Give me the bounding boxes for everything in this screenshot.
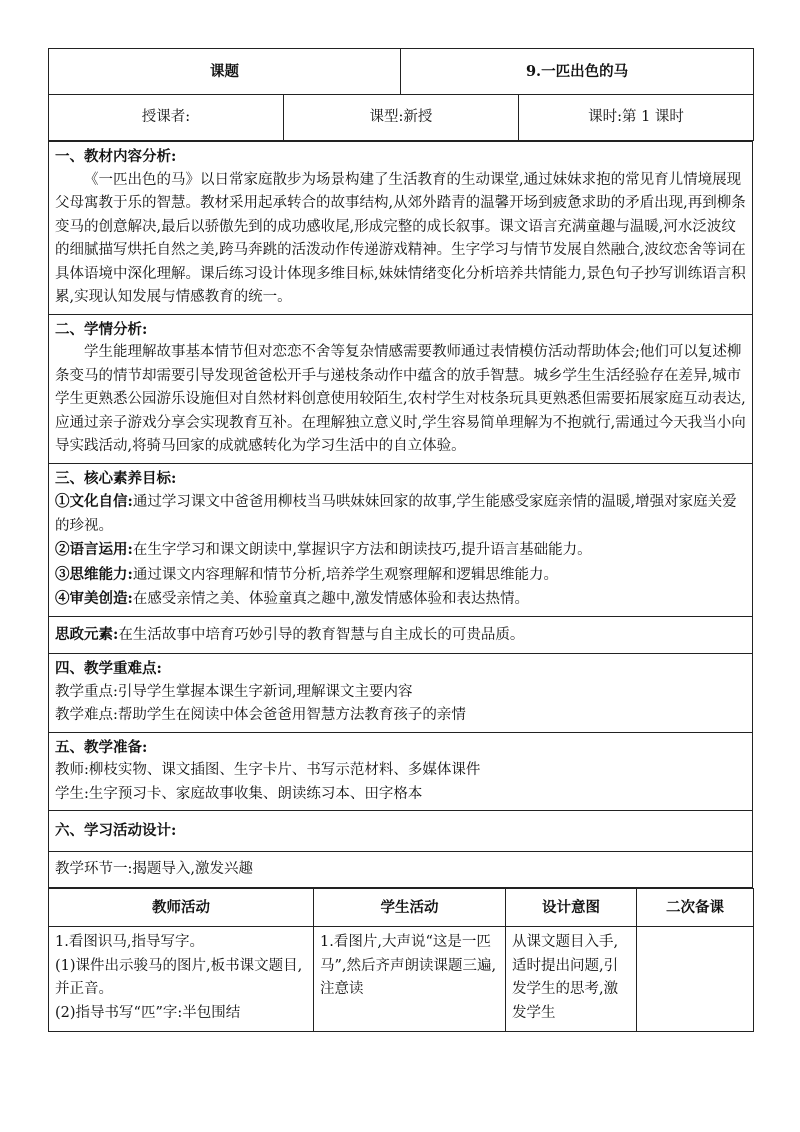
goal-text: 通过课文内容理解和情节分析,培养学生观察理解和逻辑思维能力。 [132,566,558,583]
teacher-activity-cell [49,927,314,1032]
ideology-section [49,616,753,654]
second-prep-cell [637,927,754,1032]
section-heading: 五、教学准备: [55,738,148,756]
section-heading: 一、教材内容分析: [55,148,177,165]
goal-label: ③思维能力: [55,565,133,583]
activity-design-heading-row [49,811,753,852]
goal-item [55,538,746,563]
key-difficulty: 教学难点:帮助学生在阅读中体会爸爸用智慧方法教育孩子的亲情 [55,707,466,723]
goal-label: ④审美创造: [55,590,133,607]
goal-item [55,563,746,588]
core-goals-section [49,463,753,616]
prep-student: 学生:生字预习卡、家庭故事收集、朗读练习本、田字格本 [55,785,423,802]
student-activity-cell: 1.看图片,大声说“这是一匹马”,然后齐声朗读课题三遍,注意读 [314,927,506,1032]
section-body: 《一匹出色的马》以日常家庭散步为场景构建了生活教育的生动课堂,通过妹妹求抱的常见育儿情境展现父母寓教于乐的智慧。教材采用起承转合的故事结构,从郊外踏青的温馨开场到疲惫求助的矛盾出现,再到柳条变马的创意解决,最后以骄傲先到的成功感收尾,形成完整的成长叙事。课文语言充满童趣与温暖,河水泛波纹的细腻描写烘托自然之美,跨马奔跳的活泼动作传递游戏精神。生字学习与情节发展自然融合,波纹恋舍等词在具体语境中深化理解。课后练习设计体现多维目标,妹妹情绪变化分析培养共情能力,景色句子抄写训练语言积累,实现认知发展与情感教育的统一。 [55,171,746,305]
ideology-text: 在生活故事中培育巧妙引导的教育智慧与自主成长的可贵品质。 [118,626,525,643]
section-heading: 三、核心素养目标: [55,469,177,487]
subject-label: 课题 [49,49,401,95]
subject-value: 9.一匹出色的马 [401,49,754,95]
lesson-type: 课型:新授 [284,95,519,141]
activity-table [48,888,754,1032]
header-table [48,48,754,141]
teacher-activity-line: (2)指导书写“匹”字:半包围结 [55,1004,241,1021]
section-body: 学生能理解故事基本情节但对恋恋不舍等复杂情感需要教师通过表情模仿活动帮助体会;他们可以复述柳条变马的情节却需要引导发现爸爸松开手与递枝条动作中蕴含的放手智慧。城乡学生生活经验存在差异,城市学生更熟悉公园游乐设施但对自然材料创意使用较陌生,农村学生对枝条玩具更熟悉但需要拓展家庭互动表达,应通过亲子游戏分享会实现教育互补。在理解独立意义时,学生容易简单理解为不抱就行,需通过今天我当小向导实践活动,将骑马回家的成就感转化为学习生活中的自立体验。 [55,344,746,454]
col-header-teacher: 教师活动 [49,889,314,927]
content-analysis-section [49,142,753,315]
key-focus: 教学重点:引导学生掌握本课生字新词,理解课文主要内容 [55,683,413,700]
lesson-period: 课时:第 1 课时 [519,95,754,141]
goal-label: ②语言运用: [55,541,133,558]
section-heading: 六、学习活动设计: [55,822,177,839]
teacher-activity-line: (1)课件出示骏马的图片,板书课文题目,并正音。 [55,957,303,997]
goal-item [55,587,746,612]
lesson-plan-page [48,48,753,1032]
teaching-stage: 教学环节一:揭题导入,激发兴趣 [55,860,253,877]
col-header-notes: 二次备课 [637,889,754,927]
goal-label: ①文化自信: [55,493,133,510]
teacher-activity-line: 1.看图识马,指导写字。 [55,934,204,950]
goal-text: 在生字学习和课文朗读中,掌握识字方法和朗读技巧,提升语言基础能力。 [132,542,592,558]
col-header-student: 学生活动 [314,889,506,927]
preparation-section [49,732,753,811]
key-points-section [49,654,753,733]
ideology-label: 思政元素: [55,625,119,643]
design-intent-cell: 从课文题目入手,适时提出问题,引发学生的思考,激发学生 [506,927,637,1032]
section-heading: 四、教学重难点: [55,660,162,677]
teacher-label: 授课者: [49,95,284,141]
goal-text: 通过学习课文中爸爸用柳枝当马哄妹妹回家的故事,学生能感受家庭亲情的温暖,增强对家庭关爱的珍视。 [55,494,737,534]
col-header-intent: 设计意图 [506,889,637,927]
goal-text: 在感受亲情之美、体验童真之趣中,激发情感体验和表达热情。 [132,591,529,607]
teaching-stage-row [49,851,753,888]
section-heading: 二、学情分析: [55,320,148,338]
learner-analysis-section [49,314,753,463]
goal-item [55,490,746,538]
prep-teacher: 教师:柳枝实物、课文插图、生字卡片、书写示范材料、多媒体课件 [55,762,481,778]
sections-table [48,141,753,888]
